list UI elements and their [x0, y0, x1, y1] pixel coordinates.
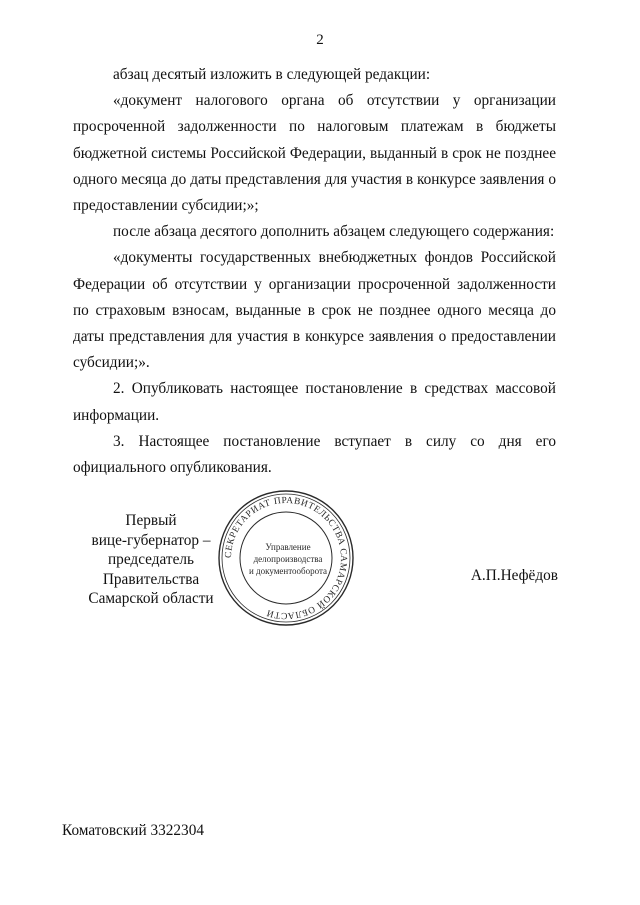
paragraph-publish: 2. Опубликовать настоящее постановление в средствах массовой информации. — [73, 380, 556, 424]
signatory-position-line: Первый — [125, 512, 177, 529]
executor-note: Коматовский 3322304 — [62, 822, 204, 839]
stamp-outer-text: СЕКРЕТАРИАТ ПРАВИТЕЛЬСТВА САМАРСКОЙ ОБЛАСТИ — [223, 495, 349, 621]
document-body — [73, 62, 556, 481]
paragraph-abzats-10-intro: абзац десятый изложить в следующей редакции: — [113, 66, 431, 83]
signatory-position — [66, 511, 236, 609]
official-stamp — [216, 488, 356, 628]
stamp-inner-line: делопроизводства — [253, 554, 323, 564]
paragraph-funds-documents: «документы государственных внебюджетных фондов Российской Федерации об отсутствии у организации просроченной задолженности по страховым взносам, выданные в срок не позднее одного месяца до даты представления для участия в конкурсе заявления о предоставлении субсидии;». — [73, 249, 556, 372]
signatory-position-line: Самарской области — [88, 590, 214, 607]
stamp-inner-line: и документооборота — [248, 566, 328, 576]
paragraph-effective-date: 3. Настоящее постановление вступает в силу со дня его официального опубликования. — [73, 432, 556, 477]
paragraph-tax-document: «документ налогового органа об отсутствии у организации просроченной задолженности по налоговым платежам в бюджеты бюджетной системы Российской Федерации, выданный в срок не позднее одного месяца до даты представления для участия в конкурсе заявления о предоставлении субсидии;»; — [73, 92, 556, 215]
stamp-inner-line: Управление — [265, 542, 311, 552]
page-number: 2 — [316, 32, 324, 48]
signatory-name: А.П.Нефёдов — [470, 567, 558, 584]
signatory-position-line: вице-губернатор – — [91, 531, 211, 549]
paragraph-add-after-10: после абзаца десятого дополнить абзацем следующего содержания: — [113, 223, 555, 241]
signatory-position-line: председатель Правительства — [102, 551, 200, 588]
